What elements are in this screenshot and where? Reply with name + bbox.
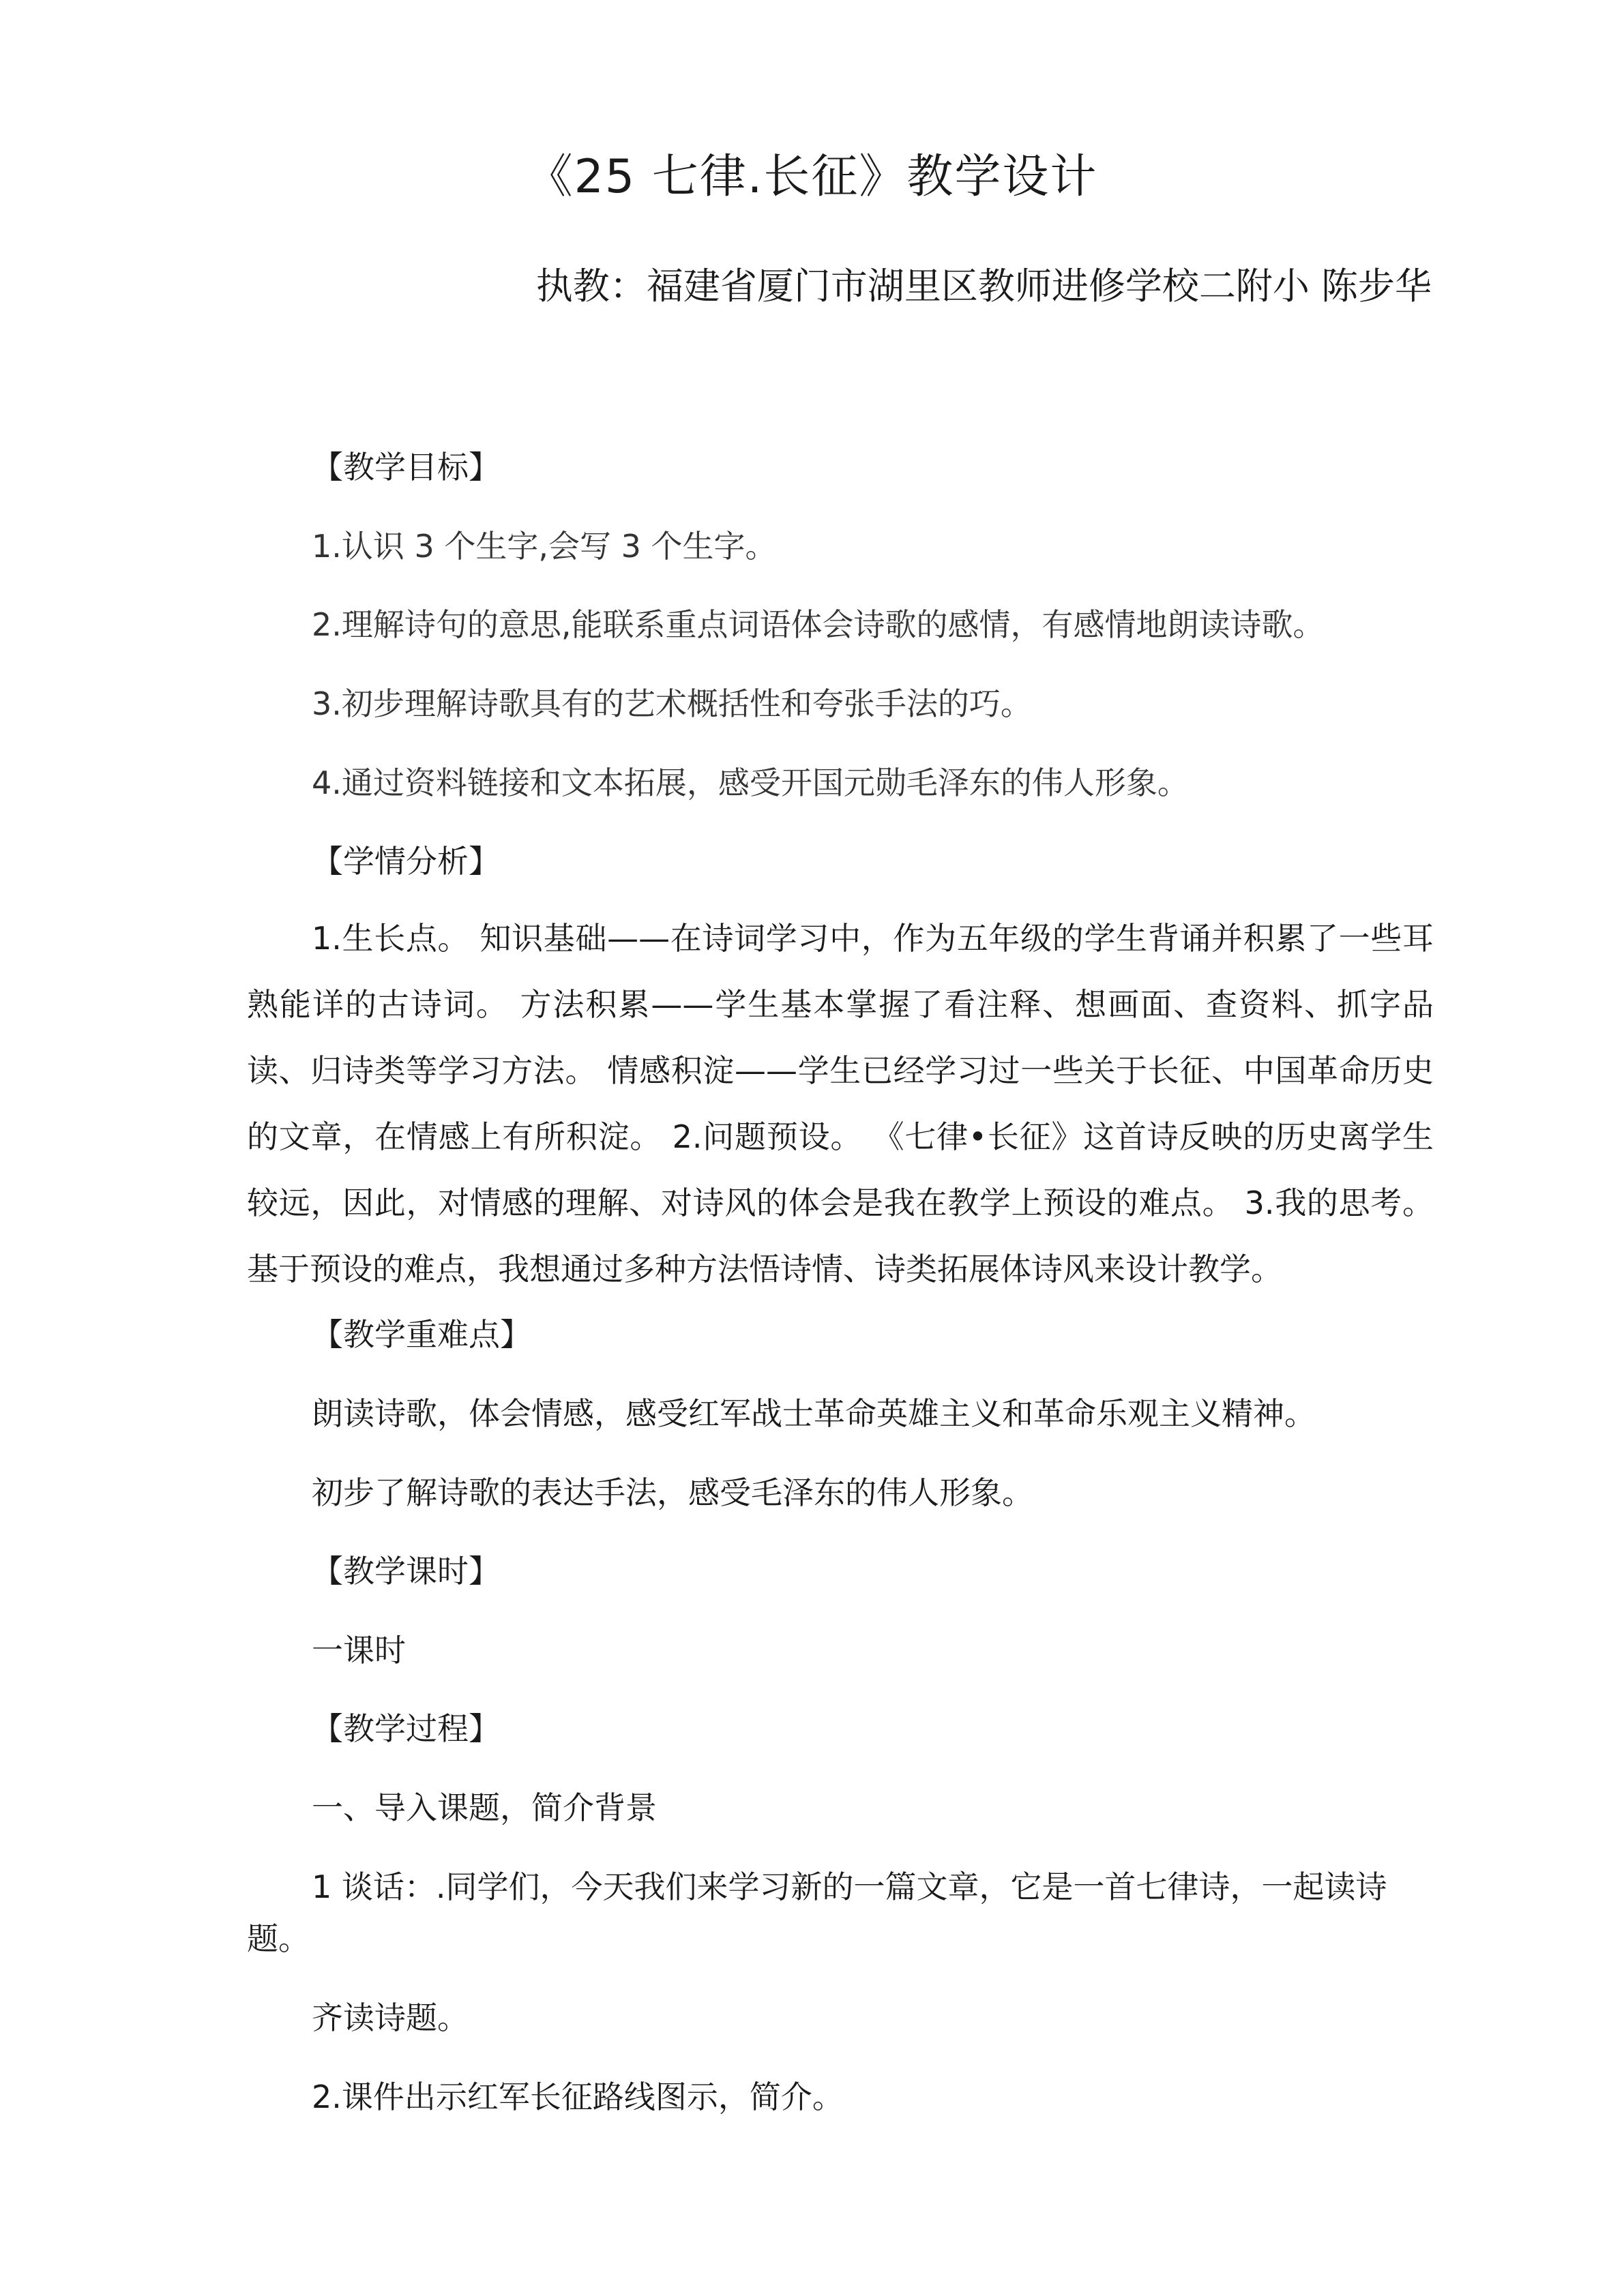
process-step-title: 一、导入课题，简介背景	[312, 1789, 657, 1826]
process-item: 2.课件出示红军长征路线图示，简介。	[312, 2078, 844, 2115]
class-hours-heading: 【教学课时】	[312, 1553, 500, 1590]
process-talk-line: 题。	[247, 1920, 310, 1957]
analysis-text: 1.生长点。 知识基础——在诗词学习中，作为五年级的学生背诵并积累了一些耳熟能详的古诗词。 方法积累——学生基本掌握了看注释、想画面、查资料、抓字品读、归诗类等学习方法。 情感积淀——学生已经学习过一些关于长征、中国革命历史的文章，在情感上有所积淀。 2.问题预设。 《七律•长征》这首诗反映的历史离学生较远，因此，对情感的理解、对诗风的体会是我在教学上预设的难点。 3.我的思考。 基于预设的难点，我想通过多种方法悟诗情、诗类拓展体诗风来设计教学。	[247, 920, 1434, 1287]
document-title: 《25 七律.长征》教学设计	[526, 150, 1098, 204]
process-talk-line: 1 谈话：.同学们，今天我们来学习新的一篇文章，它是一首七律诗，一起读诗	[312, 1868, 1387, 1905]
objective-item: 2.理解诗句的意思,能联系重点词语体会诗歌的感情，有感情地朗读诗歌。	[312, 606, 1325, 643]
process-read-line: 齐读诗题。	[312, 1999, 469, 2036]
key-points-heading: 【教学重难点】	[312, 1316, 531, 1353]
process-heading: 【教学过程】	[312, 1710, 500, 1747]
objective-item: 1.认识 3 个生字,会写 3 个生字。	[312, 528, 777, 565]
analysis-heading: 【学情分析】	[312, 843, 500, 880]
author-line: 执教：福建省厦门市湖里区教师进修学校二附小 陈步华	[535, 265, 1432, 308]
objective-item: 4.通过资料链接和文本拓展，感受开国元勋毛泽东的伟人形象。	[312, 764, 1189, 801]
class-hours-value: 一课时	[312, 1632, 406, 1669]
objectives-heading: 【教学目标】	[312, 449, 500, 486]
analysis-paragraph	[247, 906, 1434, 1302]
key-point-item: 朗读诗歌，体会情感，感受红军战士革命英雄主义和革命乐观主义精神。	[312, 1395, 1316, 1432]
objective-item: 3.初步理解诗歌具有的艺术概括性和夸张手法的巧。	[312, 685, 1032, 722]
key-point-item: 初步了解诗歌的表达手法，感受毛泽东的伟人形象。	[312, 1474, 1033, 1511]
